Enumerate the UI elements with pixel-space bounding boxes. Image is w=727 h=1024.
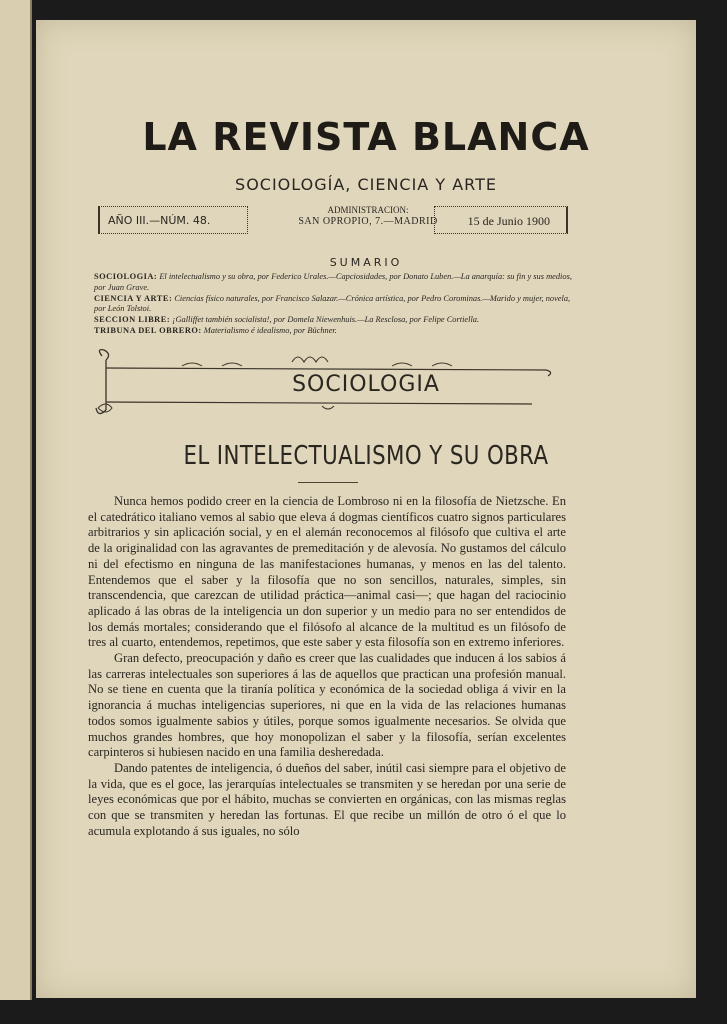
- toc-text: El intelectualismo y su obra, por Federico Urales.—Capciosidades, por Donato Luben.—La anarquía: su fin y sus medios, por Juan Grave.: [94, 272, 572, 292]
- issue-info-bar: [98, 204, 568, 242]
- toc-category: CIENCIA Y ARTE:: [94, 293, 173, 303]
- masthead-title: LA REVISTA BLANCA: [142, 115, 590, 159]
- toc-category: SECCION LIBRE:: [94, 315, 171, 325]
- toc-category: SOCIOLOGIA:: [94, 272, 158, 281]
- toc-entry: [94, 315, 574, 326]
- toc-entry: [94, 326, 574, 337]
- magazine-page: [36, 20, 696, 998]
- masthead-subtitle: SOCIOLOGÍA, CIENCIA Y ARTE: [235, 175, 497, 194]
- issue-number: AÑO III.—NÚM. 48.: [98, 206, 248, 234]
- table-of-contents: [94, 272, 574, 337]
- issue-date: 15 de Junio 1900: [434, 206, 568, 234]
- article-body: [88, 494, 566, 839]
- paragraph: Nunca hemos podido creer en la ciencia de Lombroso ni en la filosofía de Nietzsche. En el catedrático italiano vemos al sabio que eleva á dogmas científicos cuatro signos particulares arbitrarios y sin aplicación social, y en el alemán reconocemos al filósofo que cultiva el arte de la originalidad con las agravantes de premeditación y de alevosía. No gustamos del cálculo ni del efectismo en ninguna de las manifestaciones humanas, y menos en las del talento. Entendemos que el saber y la filosofía que no son sencillos, naturales, simples, sin transcendencia, que carezcan de utilidad práctica—animal casi—; que hagan del raciocinio aplicado á las obras de la inteligencia un don superior y un medio para no ser entendidos de los demás mortales; considerando que el filósofo al alcance de la multitud es un filósofo de tres al cuarto, entendemos, repetimos, que este saber y esta filosofía son en extremo inferiores.: [88, 494, 566, 650]
- toc-entry: [94, 272, 574, 294]
- toc-text: Ciencias físico naturales, por Francisco Salazar.—Crónica artística, por Pedro Corominas.—Marido y mujer, novela, por León Tolstoi.: [94, 293, 571, 314]
- toc-text: ¡Galliffet también socialista!, por Domela Niewenhuis.—La Resclosa, por Felipe Cortiella.: [172, 315, 480, 325]
- administration-address: SAN OPROPIO, 7.—MADRID: [298, 216, 438, 227]
- toc-entry: [94, 294, 574, 316]
- toc-category: TRIBUNA DEL OBRERO:: [94, 325, 202, 335]
- title-divider: [298, 482, 358, 483]
- administration-block: [278, 204, 458, 228]
- adjacent-page-edge: [0, 0, 32, 1000]
- toc-text: Materialismo é idealismo, por Büchner.: [203, 325, 337, 335]
- article-title: EL INTELECTUALISMO Y SU OBRA: [183, 441, 549, 471]
- paragraph: Gran defecto, preocupación y daño es creer que las cualidades que inducen á los sabios á las carreras intelectuales son superiores á las de aquellos que practican una profesión manual. No se tiene en cuenta que la tiranía política y económica de la sociedad obliga á vivir en la ignorancia á muchas inteligencias superiores, ni que en la vida de las relaciones humanas todos somos igualmente sabios y útiles, porque somos igualmente necesarios. Se olvida que muchos grandes hombres, que hoy monopolizan el saber y la filosofía, serían excelentes carpinteros si hubiesen nacido en una familia desheredada.: [88, 651, 566, 760]
- paragraph: Dando patentes de inteligencia, ó dueños del saber, inútil casi siempre para el objetivo de la vida, que es el goce, las jerarquías intelectuales se transmiten y se heredan por una serie de leyes económicas que por el hábito, muchas se convierten en orgánicas, con las mismas reglas con que se transmiten y heredan las fortunas. El que recibe un millón de otro ó el que lo acumula explotando á sus iguales, no sólo: [88, 760, 566, 838]
- section-heading: SOCIOLOGIA: [292, 372, 440, 397]
- sumario-heading: SUMARIO: [329, 256, 403, 269]
- administration-label: ADMINISTRACION:: [327, 205, 409, 215]
